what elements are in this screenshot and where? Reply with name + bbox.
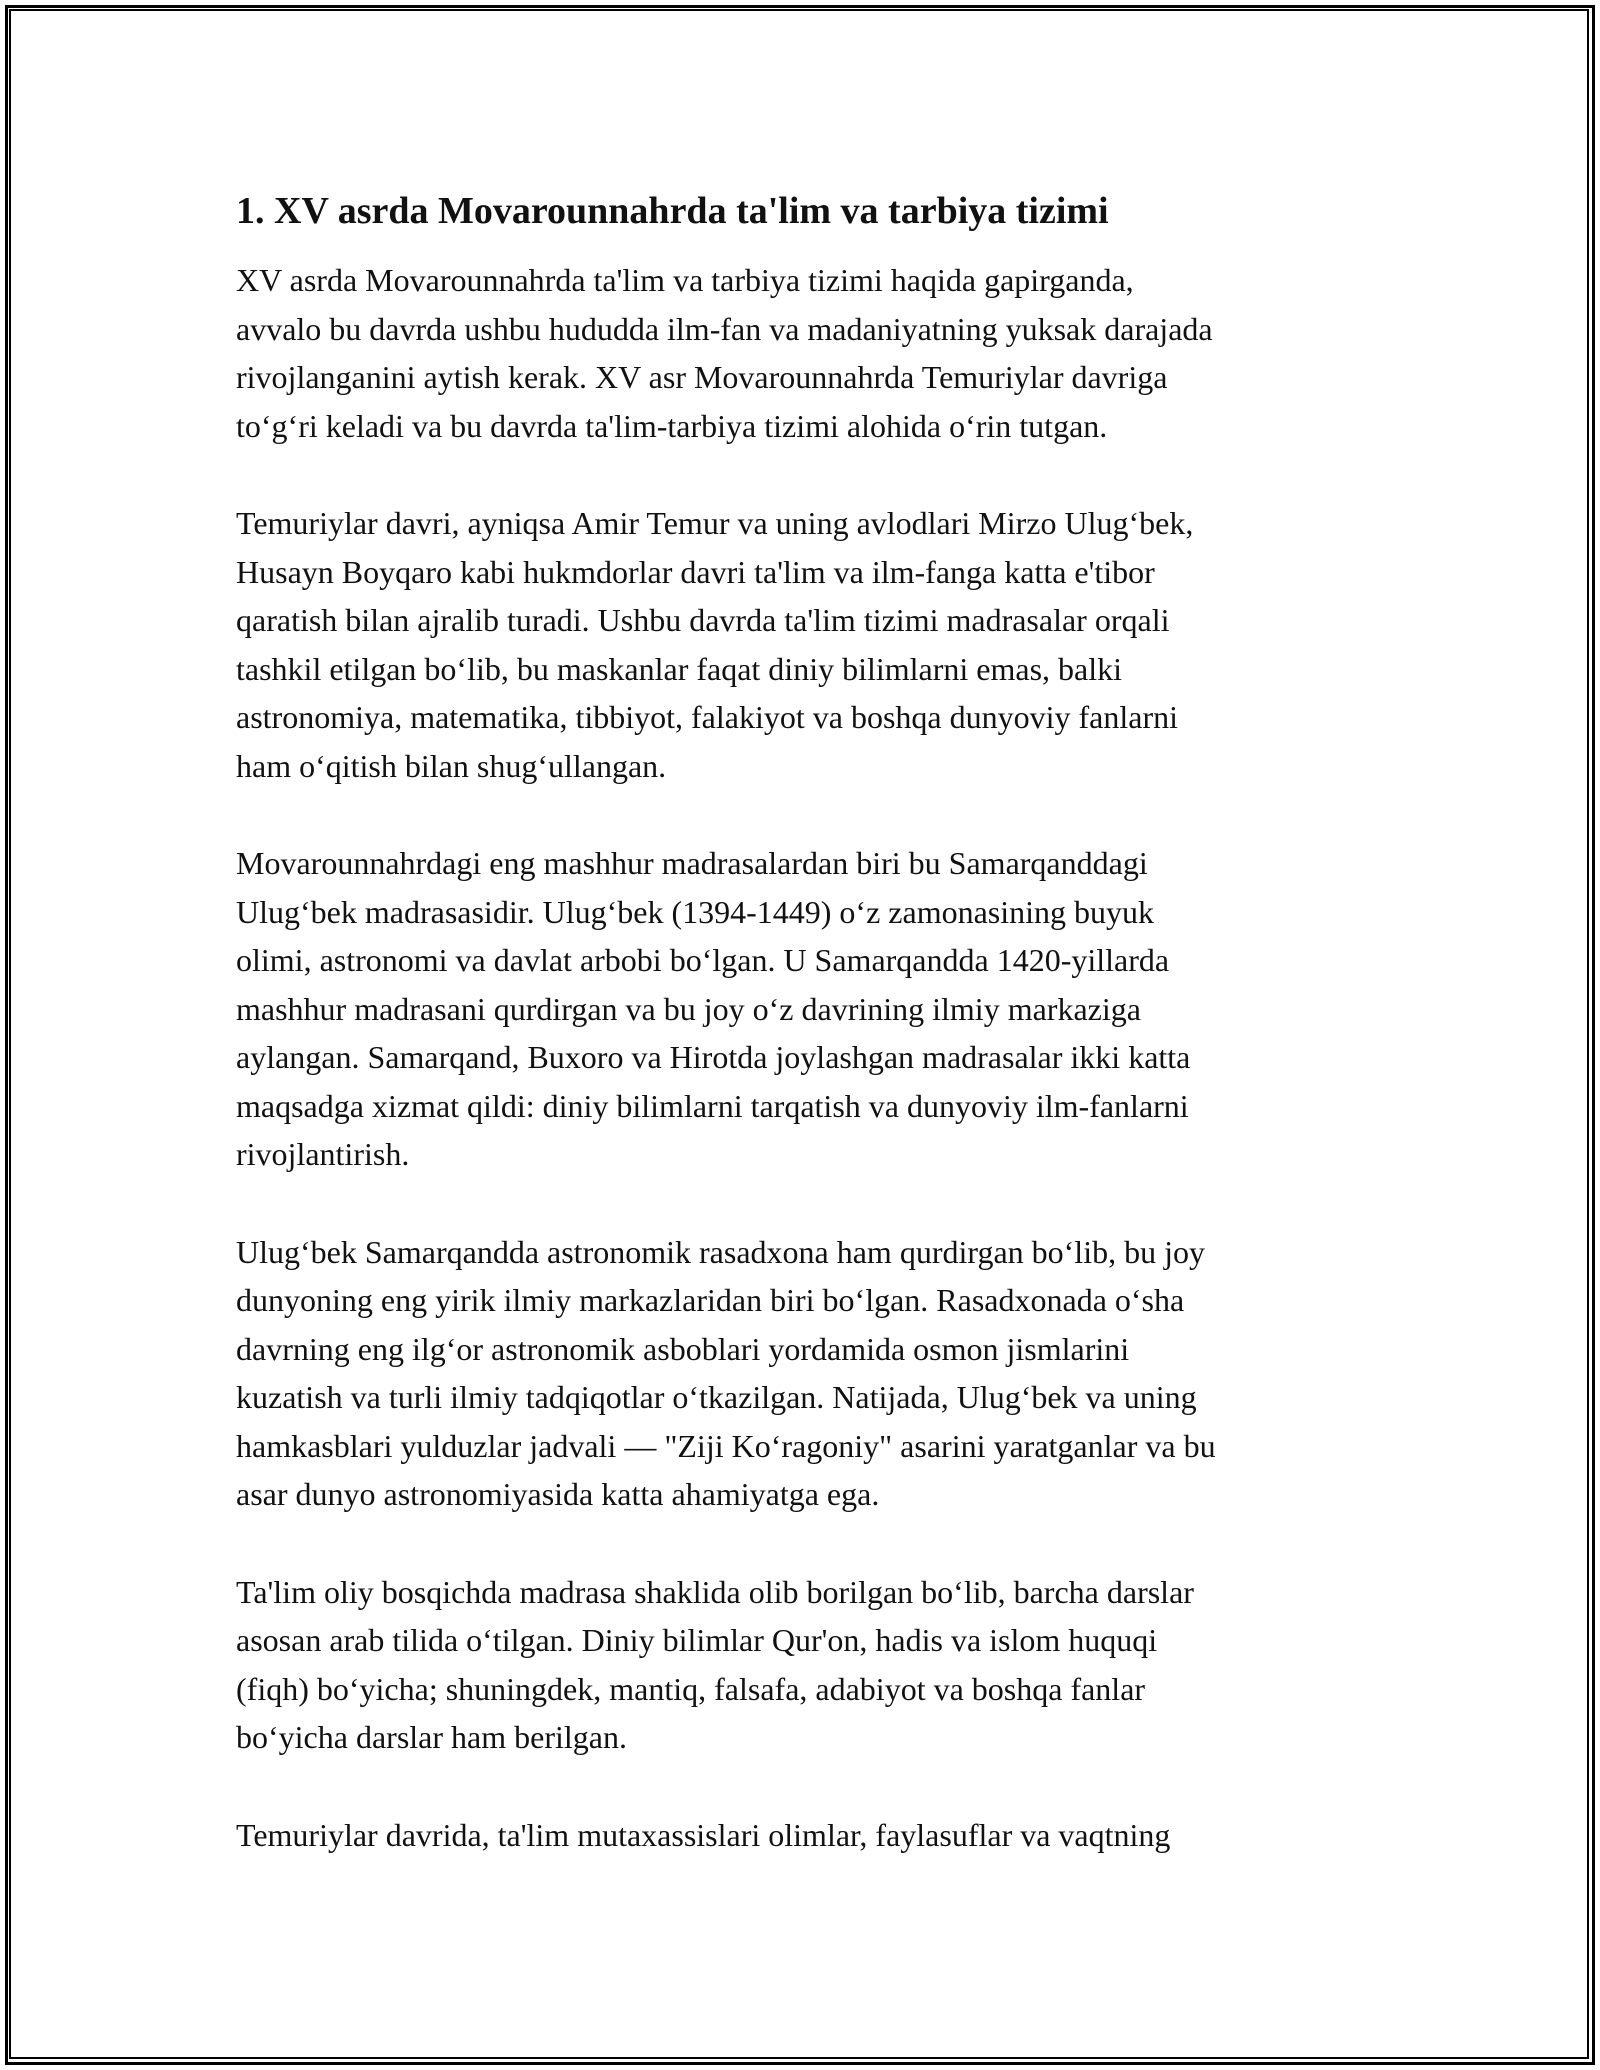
text-line: maqsadga xizmat qildi: diniy bilimlarni tarqatish va dunyoviy ilm-fanlarni — [236, 1087, 1189, 1124]
text-line: ham o‘qitish bilan shug‘ullangan. — [236, 747, 667, 784]
text-line: asar dunyo astronomiyasida katta ahamiyatga ega. — [236, 1476, 880, 1512]
text-line: davrning eng ilg‘or astronomik asboblari yordamida osmon jismlarini — [236, 1330, 1130, 1367]
text-line: tashkil etilgan bo‘lib, bu maskanlar faqat diniy bilimlarni emas, balki — [236, 650, 1123, 687]
paragraph-1 — [236, 256, 1366, 450]
text-line: aylangan. Samarqand, Buxoro va Hirotda joylashgan madrasalar ikki katta — [236, 1039, 1191, 1075]
section-heading: 1. XV asrda Movarounnahrda ta'lim va tarbiya tizimi — [236, 190, 1109, 232]
paragraph-6 — [236, 1811, 1366, 1860]
text-line: kuzatish va turli ilmiy tadqiqotlar o‘tkazilgan. Natijada, Ulug‘bek va uning — [236, 1379, 1197, 1415]
text-line: hamkasblari yulduzlar jadvali — "Ziji Ko‘ragoniy" asarini yaratganlar va bu — [236, 1427, 1216, 1464]
document-body — [236, 186, 1366, 1908]
text-line: astronomiya, matematika, tibbiyot, falakiyot va boshqa dunyoviy fanlarni — [236, 699, 1178, 735]
paragraph-4 — [236, 1228, 1366, 1519]
text-line: XV asrda Movarounnahrda ta'lim va tarbiya tizimi haqida gapirganda, — [236, 262, 1134, 298]
paragraph-2 — [236, 499, 1366, 790]
text-line: olimi, astronomi va davlat arbobi bo‘lgan. U Samarqandda 1420-yillarda — [236, 942, 1170, 978]
text-line: qaratish bilan ajralib turadi. Ushbu davrda ta'lim tizimi madrasalar orqali — [236, 602, 1170, 638]
text-line: Ulug‘bek Samarqandda astronomik rasadxona ham qurdirgan bo‘lib, bu joy — [236, 1233, 1205, 1270]
text-line: bo‘yicha darslar ham berilgan. — [236, 1719, 627, 1755]
text-line: rivojlanganini aytish kerak. XV asr Movarounnahrda Temuriylar davriga — [236, 359, 1168, 395]
text-line: Movarounnahrdagi eng mashhur madrasalardan biri bu Samarqanddagi — [236, 845, 1148, 881]
paragraph-3 — [236, 839, 1366, 1179]
text-line: mashhur madrasani qurdirgan va bu joy o‘z davrining ilmiy markaziga — [236, 990, 1141, 1027]
text-line: Temuriylar davrida, ta'lim mutaxassislari olimlar, faylasuflar va vaqtning — [236, 1816, 1171, 1853]
text-line: (fiqh) bo‘yicha; shuningdek, mantiq, falsafa, adabiyot va boshqa fanlar — [236, 1670, 1146, 1707]
text-line: dunyoning eng yirik ilmiy markazlaridan biri bo‘lgan. Rasadxonada o‘sha — [236, 1282, 1185, 1318]
text-line: Husayn Boyqaro kabi hukmdorlar davri ta'lim va ilm-fanga katta e'tibor — [236, 553, 1155, 590]
text-line: to‘g‘ri keladi va bu davrda ta'lim-tarbiya tizimi alohida o‘rin tutgan. — [236, 407, 1108, 444]
text-line: Ulug‘bek madrasasidir. Ulug‘bek (1394-1449) o‘z zamonasining buyuk — [236, 893, 1155, 930]
text-line: asosan arab tilida o‘tilgan. Diniy bilimlar Qur'on, hadis va islom huquqi — [236, 1622, 1158, 1658]
text-line: Temuriylar davri, ayniqsa Amir Temur va uning avlodlari Mirzo Ulug‘bek, — [236, 505, 1194, 541]
text-line: avvalo bu davrda ushbu hududda ilm-fan va madaniyatning yuksak darajada — [236, 310, 1213, 347]
paragraph-5 — [236, 1568, 1366, 1762]
text-line: rivojlantirish. — [236, 1136, 410, 1172]
text-line: Ta'lim oliy bosqichda madrasa shaklida olib borilgan bo‘lib, barcha darslar — [236, 1573, 1194, 1610]
